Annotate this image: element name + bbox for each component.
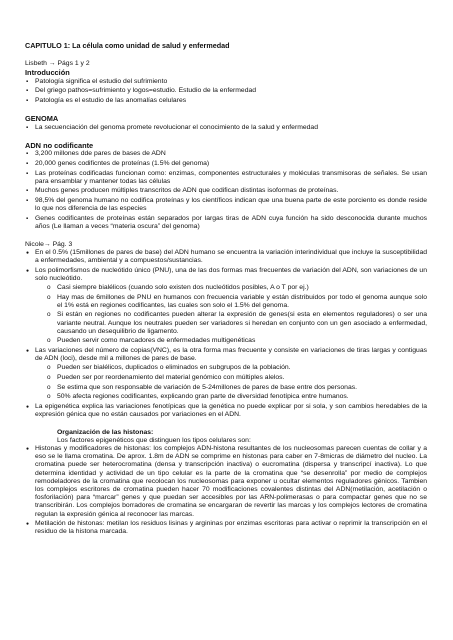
list-item: ▪ Muchos genes producen múltiples transcritos de ADN que codifican distintas isoformas de proteínas. [25, 187, 427, 195]
chapter-title: CAPITULO 1: La célula como unidad de salud y enfermedad [25, 41, 230, 50]
reference-nicole: Nicole→ Pág. 3 [25, 240, 73, 248]
list-item: ▪ Genes codificantes de proteínas están separados por largas tiras de ADN cuya función ha sido desconocida durante muchos años (Le llaman a veces “materia oscura” del genoma) [25, 215, 427, 231]
genoma-list [25, 124, 427, 132]
list-item: ▪ Patología es el estudio de las anomalías celulares [25, 97, 427, 105]
histonas-heading: Organización de las histonas: [57, 428, 154, 436]
list-item: ● En el 0.5% (15millones de pares de base) del ADN humano se encuentra la variación interindividual que incluye la susceptibilidad a enfermedades, ambiental y a compuestos/sustancias. [25, 249, 427, 265]
genoma-heading: GENOMA [25, 114, 59, 124]
list-item: ● Histonas y modificadores de histonas: los complejos ADN-histona resultantes de los nucleosomas parecen cuentas de collar y a eso se le llama cromatina. De aprox. 1.8m de ADN se comprime en histonas para caber en 7-8micras de diámetro del nucleo. La cromatina puede ser heterocromatina (densa y transcripción inactiva) o eucromatina (dispersa y transcripcí inactiva). Lo que determina identidad y actividad de un tipo celular es la parte de la cromatina que “se desenrolla” por medio de complejos remodeladores de la cromatina que recolocan los nucleosomas para exponer u ocultar elementos reguladores génicos. Tambien los complejos escritores de cromatina pueden hacer 70 modificaciones covalentes distintas del ADN(metilación, acetilación o fosforilación) para “marcar” genes y que puedan ser accesibles por las ARN-polimerasas o para compactar genes que no se transcribirán. Los complejos borradores de cromatina se encargaran de revertir las marcas y los complejos lectores de cromatina regulan la expresión génica al reconocer las marcas. [25, 445, 427, 519]
sublist-item: o Casi siempre bialélicos (cuando solo existen dos nucleótidos posibles, A o T por ej.) [35, 284, 427, 292]
list-item: ▪ Del griego pathos=sufrimiento y logos=estudio. Estudio de la enfermedad [25, 87, 427, 95]
sublist-item: o Hay mas de 6millones de PNU en humanos con frecuencia variable y están distribuidos por todo el genoma aunque solo el 1% está en regiones codificantes, las cuales son solo el 1.5% del genoma. [35, 294, 427, 310]
reference-lisbeth: Lisbeth → Págs 1 y 2 [25, 60, 90, 68]
sublist-item: o Se estima que son responsable de variación de 5-24millones de pares de base entre dos personas. [35, 384, 427, 392]
histonas-block [25, 429, 427, 445]
list-item: ▪ Las proteínas codificadas funcionan como: enzimas, componentes estructurales y moléculas transmisoras de señales. Se usan para ensamblar y mantener todas las células [25, 170, 427, 186]
list-item: ● Metilación de histonas: metilan los residuos lisinas y argininas por enzimas escritoras para activar o reprimir la transcripción en el residuo de la histona marcada. [25, 520, 427, 536]
adn-heading: ADN no codificante [25, 141, 94, 151]
list-item [25, 267, 427, 346]
sublist-item: o Pueden ser por reordenamiento del material genómico con múltiples alelos. [35, 374, 427, 382]
list-item: ▪ Patología significa el estudio del sufrimiento [25, 78, 427, 86]
histonas-list [25, 445, 427, 537]
list-item-text: Las variaciones del número de copias(VNC), es la otra forma mas frecuente y consiste en variaciones de tiras largas y contiguas de ADN (loci), desde mil a millones de pares de base. [35, 346, 427, 363]
sublist [35, 284, 427, 346]
intro-list [25, 78, 427, 105]
variation-list [25, 249, 427, 419]
list-item-text: Los polimorfismos de nucleótido único (PNU), una de las dos formas mas frecuentes de variación del ADN, son variaciones de un solo nucleótido. [35, 266, 427, 282]
intro-heading: Introducción [25, 68, 70, 78]
list-item: ▪ 3,200 millones dde pares de bases de ADN [25, 150, 427, 158]
histonas-intro: Los factores epigenéticos que distinguen los tipos celulares son: [57, 436, 251, 444]
list-item: ● La epigenética explica las variaciones fenotípicas que la genética no puede explicar por si sola, y son cambios heredables de la expresión génica que no están causados por variaciones en el ADN. [25, 403, 427, 419]
adn-list [25, 150, 427, 231]
sublist-item: o Si están en regiones no codificantes pueden alterar la expresión de genes(si esta en elementos reguladores) o ser una variante neutral. Aunque los neutrales pueden ser variadores si heredan en conjunto con un gen asociado a enfermedad, causando un desequilibrio de ligamento. [35, 311, 427, 336]
list-item: ▪ La secuenciación del genoma promete revolucionar el conocimiento de la salud y enfermedad [25, 124, 427, 132]
list-item: ▪ 20,000 genes codificntes de proteínas (1.5% del genoma) [25, 160, 427, 168]
sublist-item: o Pueden servir como marcadores de enfermedades multigenéticas [35, 337, 427, 345]
sublist-item: o 50% afecta regiones codificantes, explicando gran parte de diversidad fenotípica entre humanos. [35, 393, 427, 401]
sublist [35, 364, 427, 401]
list-item [25, 347, 427, 401]
list-item: ▪ 98,5% del genoma humano no codifica proteínas y los científicos indican que una buena parte de este porciento es donde reside lo que nos diferencia de las especies [25, 197, 427, 213]
sublist-item: o Pueden ser bialélicos, duplicados o eliminados en subgrupos de la población. [35, 364, 427, 372]
